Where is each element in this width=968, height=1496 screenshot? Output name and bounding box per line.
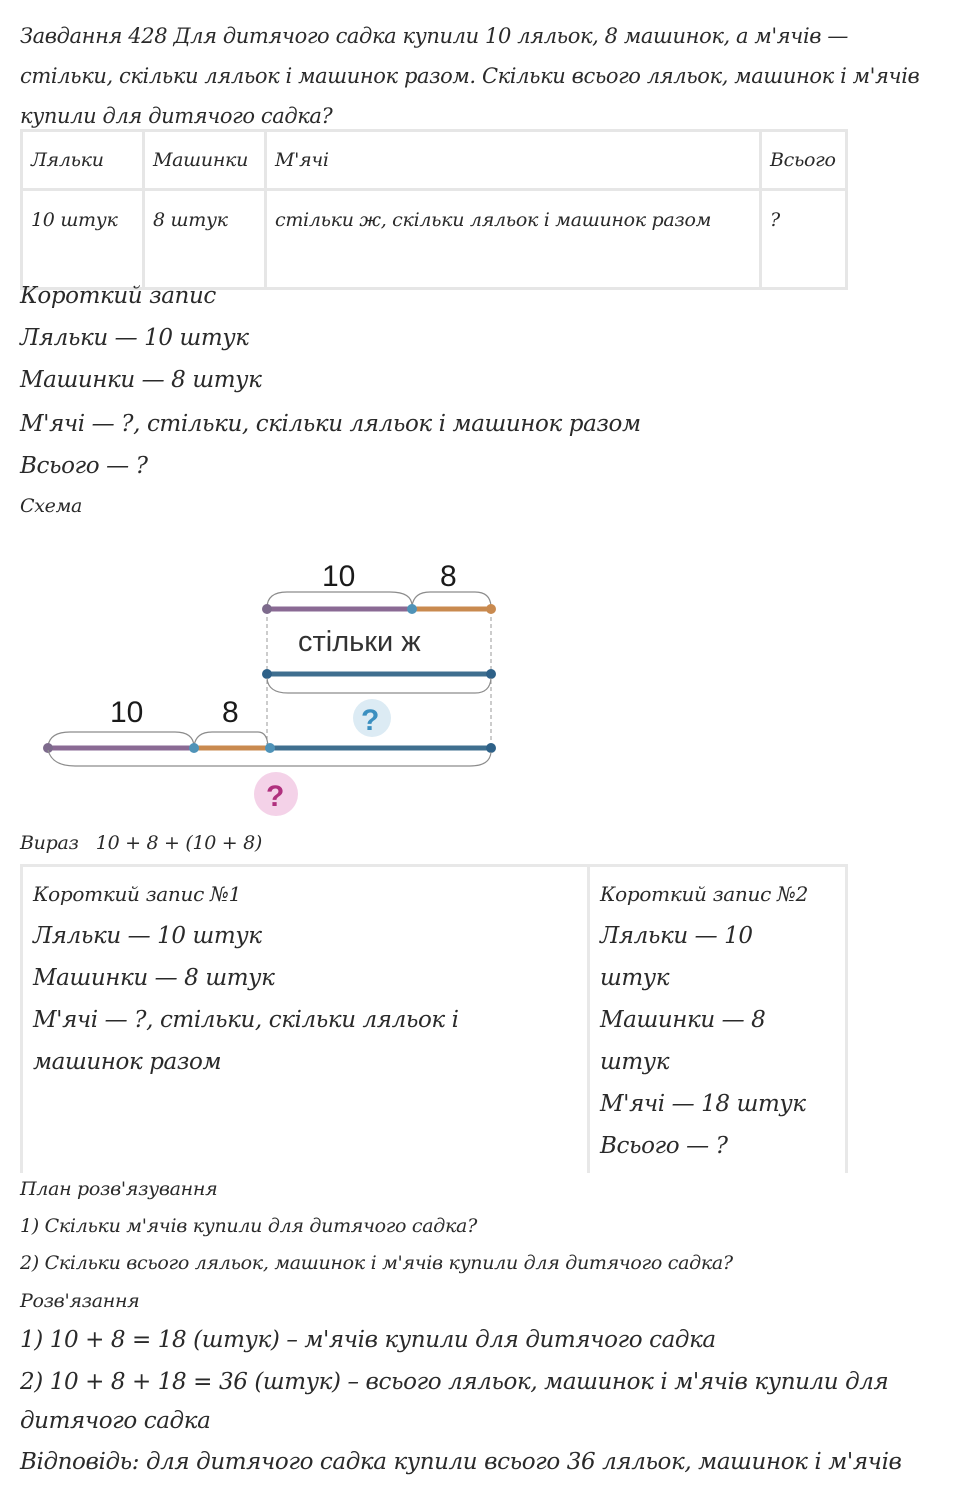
short-record-2-line: штук xyxy=(600,1049,670,1075)
task-statement: Завдання 428 Для дитячого садка купили 10 ляльок, 8 машинок, а м'ячів — стільки, скільки ляльок і машинок разом. Скільки всього ляльок, машинок і м'ячів купили для дитячого садка? xyxy=(20,24,920,128)
label-top-8: 8 xyxy=(440,560,457,593)
label-bottom-8: 8 xyxy=(222,696,239,729)
short-record-line: Ляльки — 10 штук xyxy=(20,325,249,351)
short-record-2-line: Машинки — 8 xyxy=(600,1007,766,1033)
segment-point xyxy=(407,604,417,614)
segment-point xyxy=(486,604,496,614)
question-mark-blue: ? xyxy=(361,704,380,737)
plan-step: 2) Скільки всього ляльок, машинок і м'ячів купили для дитячого садка? xyxy=(20,1252,733,1274)
segment-point xyxy=(262,604,272,614)
segment-scheme-diagram xyxy=(30,550,520,830)
cell-cars: 8 штук xyxy=(144,190,266,289)
short-record-2-title: Короткий запис №2 xyxy=(600,882,809,906)
brace-middle xyxy=(267,678,491,693)
segment-point xyxy=(486,743,496,753)
short-record-1-cell xyxy=(22,866,589,1174)
segment-point xyxy=(189,743,199,753)
short-record-2-line: Всього — ? xyxy=(600,1133,728,1159)
brace-bottom-8 xyxy=(194,732,268,746)
header-dolls: Ляльки xyxy=(22,131,144,190)
short-record-1-title: Короткий запис №1 xyxy=(33,882,242,906)
expression-value: 10 + 8 + (10 + 8) xyxy=(95,832,263,854)
expression-label: Вираз xyxy=(20,832,79,854)
label-same-amount: стільки ж xyxy=(298,626,421,658)
segment-point xyxy=(486,669,496,679)
cell-balls: стільки ж, скільки ляльок і машинок разом xyxy=(266,190,761,289)
expression xyxy=(20,832,262,854)
short-record-2-line: Ляльки — 10 xyxy=(600,923,753,949)
header-total: Всього xyxy=(761,131,847,190)
table-header-row xyxy=(22,131,847,190)
short-record-line: М'ячі — ?, стільки, скільки ляльок і машинок разом xyxy=(20,411,641,437)
solution-title: Розв'язання xyxy=(20,1290,140,1312)
short-record-2-line: штук xyxy=(600,965,670,991)
label-top-10: 10 xyxy=(322,560,356,593)
segment-point xyxy=(262,669,272,679)
cell-dolls: 10 штук xyxy=(22,190,144,289)
short-record-line: Всього — ? xyxy=(20,453,148,479)
cell-total: ? xyxy=(761,190,847,289)
solution-step: 1) 10 + 8 = 18 (штук) – м'ячів купили для дитячого садка xyxy=(20,1327,716,1353)
answer: Відповідь: для дитячого садка купили всього 36 ляльок, машинок і м'ячів xyxy=(20,1449,902,1475)
segment-point xyxy=(265,743,275,753)
header-balls: М'ячі xyxy=(266,131,761,190)
solution-step: дитячого садка xyxy=(20,1408,211,1434)
short-records-table xyxy=(20,864,848,1173)
short-record-line: Машинки — 8 штук xyxy=(20,367,262,393)
brace-bottom-10 xyxy=(48,732,194,746)
short-record-2-line: М'ячі — 18 штук xyxy=(600,1091,806,1117)
brace-top-10 xyxy=(267,592,412,608)
plan-step: 1) Скільки м'ячів купили для дитячого садка? xyxy=(20,1215,477,1237)
brace-top-8 xyxy=(412,592,491,606)
label-bottom-10: 10 xyxy=(110,696,144,729)
plan-title: План розв'язування xyxy=(20,1178,218,1200)
short-record-1-line: Ляльки — 10 штук xyxy=(33,923,262,949)
short-record-1-line: машинок разом xyxy=(33,1049,222,1075)
condition-table xyxy=(20,129,848,290)
solution-step: 2) 10 + 8 + 18 = 36 (штук) – всього ляльок, машинок і м'ячів купили для xyxy=(20,1369,889,1395)
short-record-title: Короткий запис xyxy=(20,283,216,309)
table-row xyxy=(22,866,847,1174)
short-record-2-cell xyxy=(589,866,847,1174)
table-row xyxy=(22,190,847,289)
question-mark-pink: ? xyxy=(266,780,285,813)
scheme-title: Схема xyxy=(20,495,83,517)
short-record-1-line: М'ячі — ?, стільки, скільки ляльок і xyxy=(33,1007,459,1033)
short-record-1-line: Машинки — 8 штук xyxy=(33,965,275,991)
header-cars: Машинки xyxy=(144,131,266,190)
